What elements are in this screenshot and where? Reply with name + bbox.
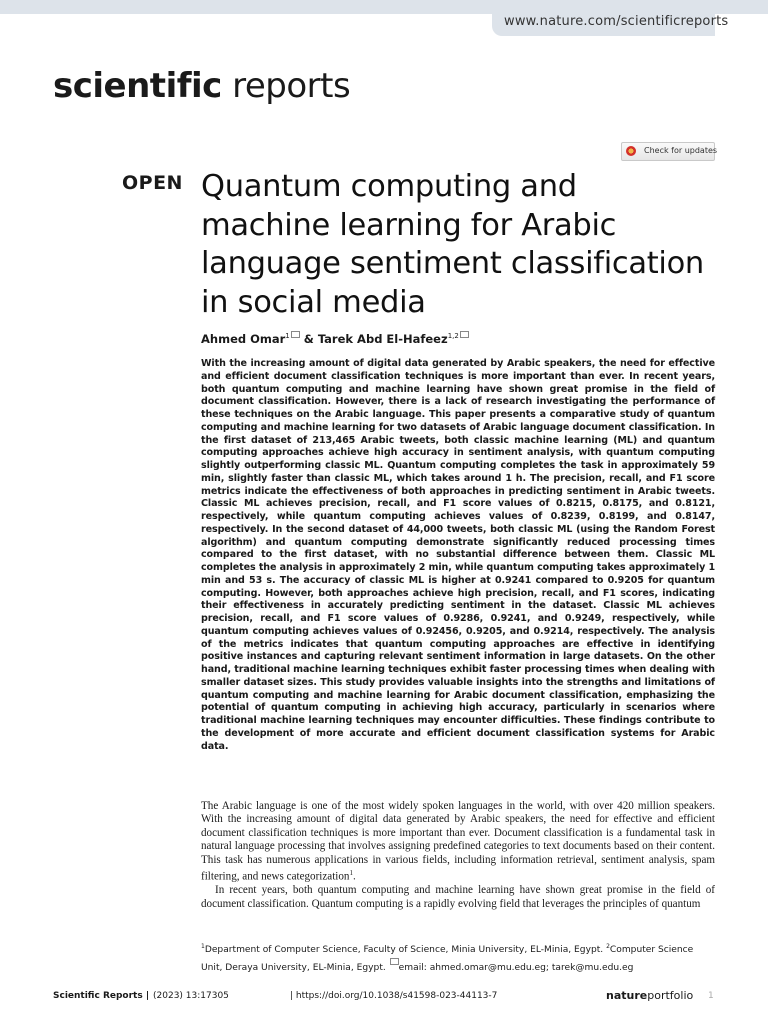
affiliation-1: Department of Computer Science, Faculty of Science, Minia University, EL-Minia, Egypt. — [204, 945, 607, 956]
affiliation-1-marker: 1 — [201, 943, 205, 950]
footer-journal: Scientific Reports | — [53, 991, 150, 1001]
journal-logo-light: reports — [221, 66, 351, 106]
correspondence-email[interactable]: email: ahmed.omar@mu.edu.eg; tarek@mu.edu.eg — [398, 962, 634, 973]
affiliation-2: Computer Science Unit, Deraya University, EL-Minia, Egypt. — [201, 945, 694, 973]
author-2[interactable]: Tarek Abd El-Hafeez — [317, 332, 448, 346]
author-1[interactable]: Ahmed Omar — [201, 332, 286, 346]
author-line — [201, 331, 469, 346]
paragraph-1-end: . — [352, 870, 356, 883]
envelope-icon — [390, 958, 399, 965]
envelope-icon[interactable] — [291, 331, 300, 338]
article-title: Quantum computing and machine learning for Arabic language sentiment classification in social media — [201, 169, 704, 320]
page-footer — [53, 988, 715, 1004]
author-2-affiliation: 1,2 — [447, 332, 459, 341]
journal-logo-bold: scientific — [53, 66, 222, 106]
body-paragraph-2: In recent years, both quantum computing and machine learning have shown great promise in the field of document classification. Quantum computing is a rapidly evolving field that leverages the principles of quantum — [201, 884, 715, 910]
check-for-updates-button[interactable] — [621, 142, 718, 161]
journal-url-link[interactable]: www.nature.com/scientificreports — [504, 14, 729, 29]
footer-volume: (2023) 13:17305 — [153, 991, 229, 1001]
open-access-label: OPEN — [122, 172, 183, 194]
publisher-logo-bold: nature — [606, 989, 648, 1002]
check-for-updates-label: Check for updates — [644, 146, 718, 155]
affiliation-2-marker: 2 — [606, 943, 610, 950]
author-separator: & — [299, 332, 318, 346]
publisher-logo — [606, 989, 693, 1002]
publisher-logo-light: portfolio — [647, 989, 694, 1002]
affiliations — [201, 940, 715, 975]
journal-logo — [53, 66, 350, 106]
envelope-icon[interactable] — [460, 331, 469, 338]
author-1-affiliation: 1 — [285, 332, 290, 341]
crossmark-icon — [626, 146, 636, 156]
body-paragraph-1 — [201, 800, 715, 884]
abstract: With the increasing amount of digital data generated by Arabic speakers, the need for effective and efficient document classification techniques is more important than ever. In recent years, both quantum computing and machine learning have shown great promise in the field of document classification. However, there is a lack of research investigating the performance of these techniques on the Arabic language. This paper presents a comparative study of quantum computing and machine learning for two datasets of Arabic language document classification. In the first dataset of 213,465 Arabic tweets, both classic machine learning (ML) and quantum computing approaches achieve high accuracy in sentiment analysis, with quantum computing slightly outperforming classic ML. Quantum computing completes the task in approximately 59 min, slightly faster than classic ML, which takes around 1 h. The precision, recall, and F1 score metrics indicate the effectiveness of both approaches in predicting sentiment in Arabic tweets. Classic ML achieves precision, recall, and F1 score values of 0.8215, 0.8175, and 0.8121, respectively, while quantum computing achieves values of 0.8239, 0.8199, and 0.8147, respectively. In the second dataset of 44,000 tweets, both classic ML (using the Random Forest algorithm) and quantum computing demonstrate significantly reduced processing times compared to the first dataset, with no substantial difference between them. Classic ML completes the analysis in approximately 2 min, while quantum computing takes approximately 1 min and 53 s. The accuracy of classic ML is higher at 0.9241 compared to 0.9205 for quantum computing. However, both approaches achieve high precision, recall, and F1 scores, indicating their effectiveness in accurately predicting sentiment in the dataset. Classic ML achieves precision, recall, and F1 score values of 0.9286, 0.9241, and 0.9249, respectively, while quantum computing achieves values of 0.92456, 0.9205, and 0.9214, respectively. The analysis of the metrics indicates that quantum computing approaches are effective in identifying positive instances and capturing relevant sentiment information in large datasets. On the other hand, traditional machine learning techniques exhibit faster processing times when dealing with smaller dataset sizes. This study provides valuable insights into the strengths and limitations of quantum computing and machine learning for Arabic document classification, emphasizing the potential of quantum computing in achieving high accuracy, particularly in scenarios where traditional machine learning techniques may encounter difficulties. These findings contribute to the development of more accurate and efficient document classification systems for Arabic data. — [201, 358, 715, 752]
footer-doi-link[interactable]: | https://doi.org/10.1038/s41598-023-44113-7 — [290, 991, 498, 1001]
page-number: 1 — [708, 991, 714, 1001]
body-text — [201, 800, 715, 911]
paragraph-1-text: The Arabic language is one of the most widely spoken languages in the world, with over 420 million speakers. With the increasing amount of digital data generated by Arabic speakers, the need for effective and efficient document classification techniques is more important than ever. Document classification is a fundamental task in natural language processing that involves assigning predefined categories to text documents based on their content. This task has numerous applications in various fields, including information retrieval, sentiment analysis, spam filtering, and news categorization — [201, 800, 715, 883]
citation-ref[interactable]: 1 — [349, 869, 353, 878]
